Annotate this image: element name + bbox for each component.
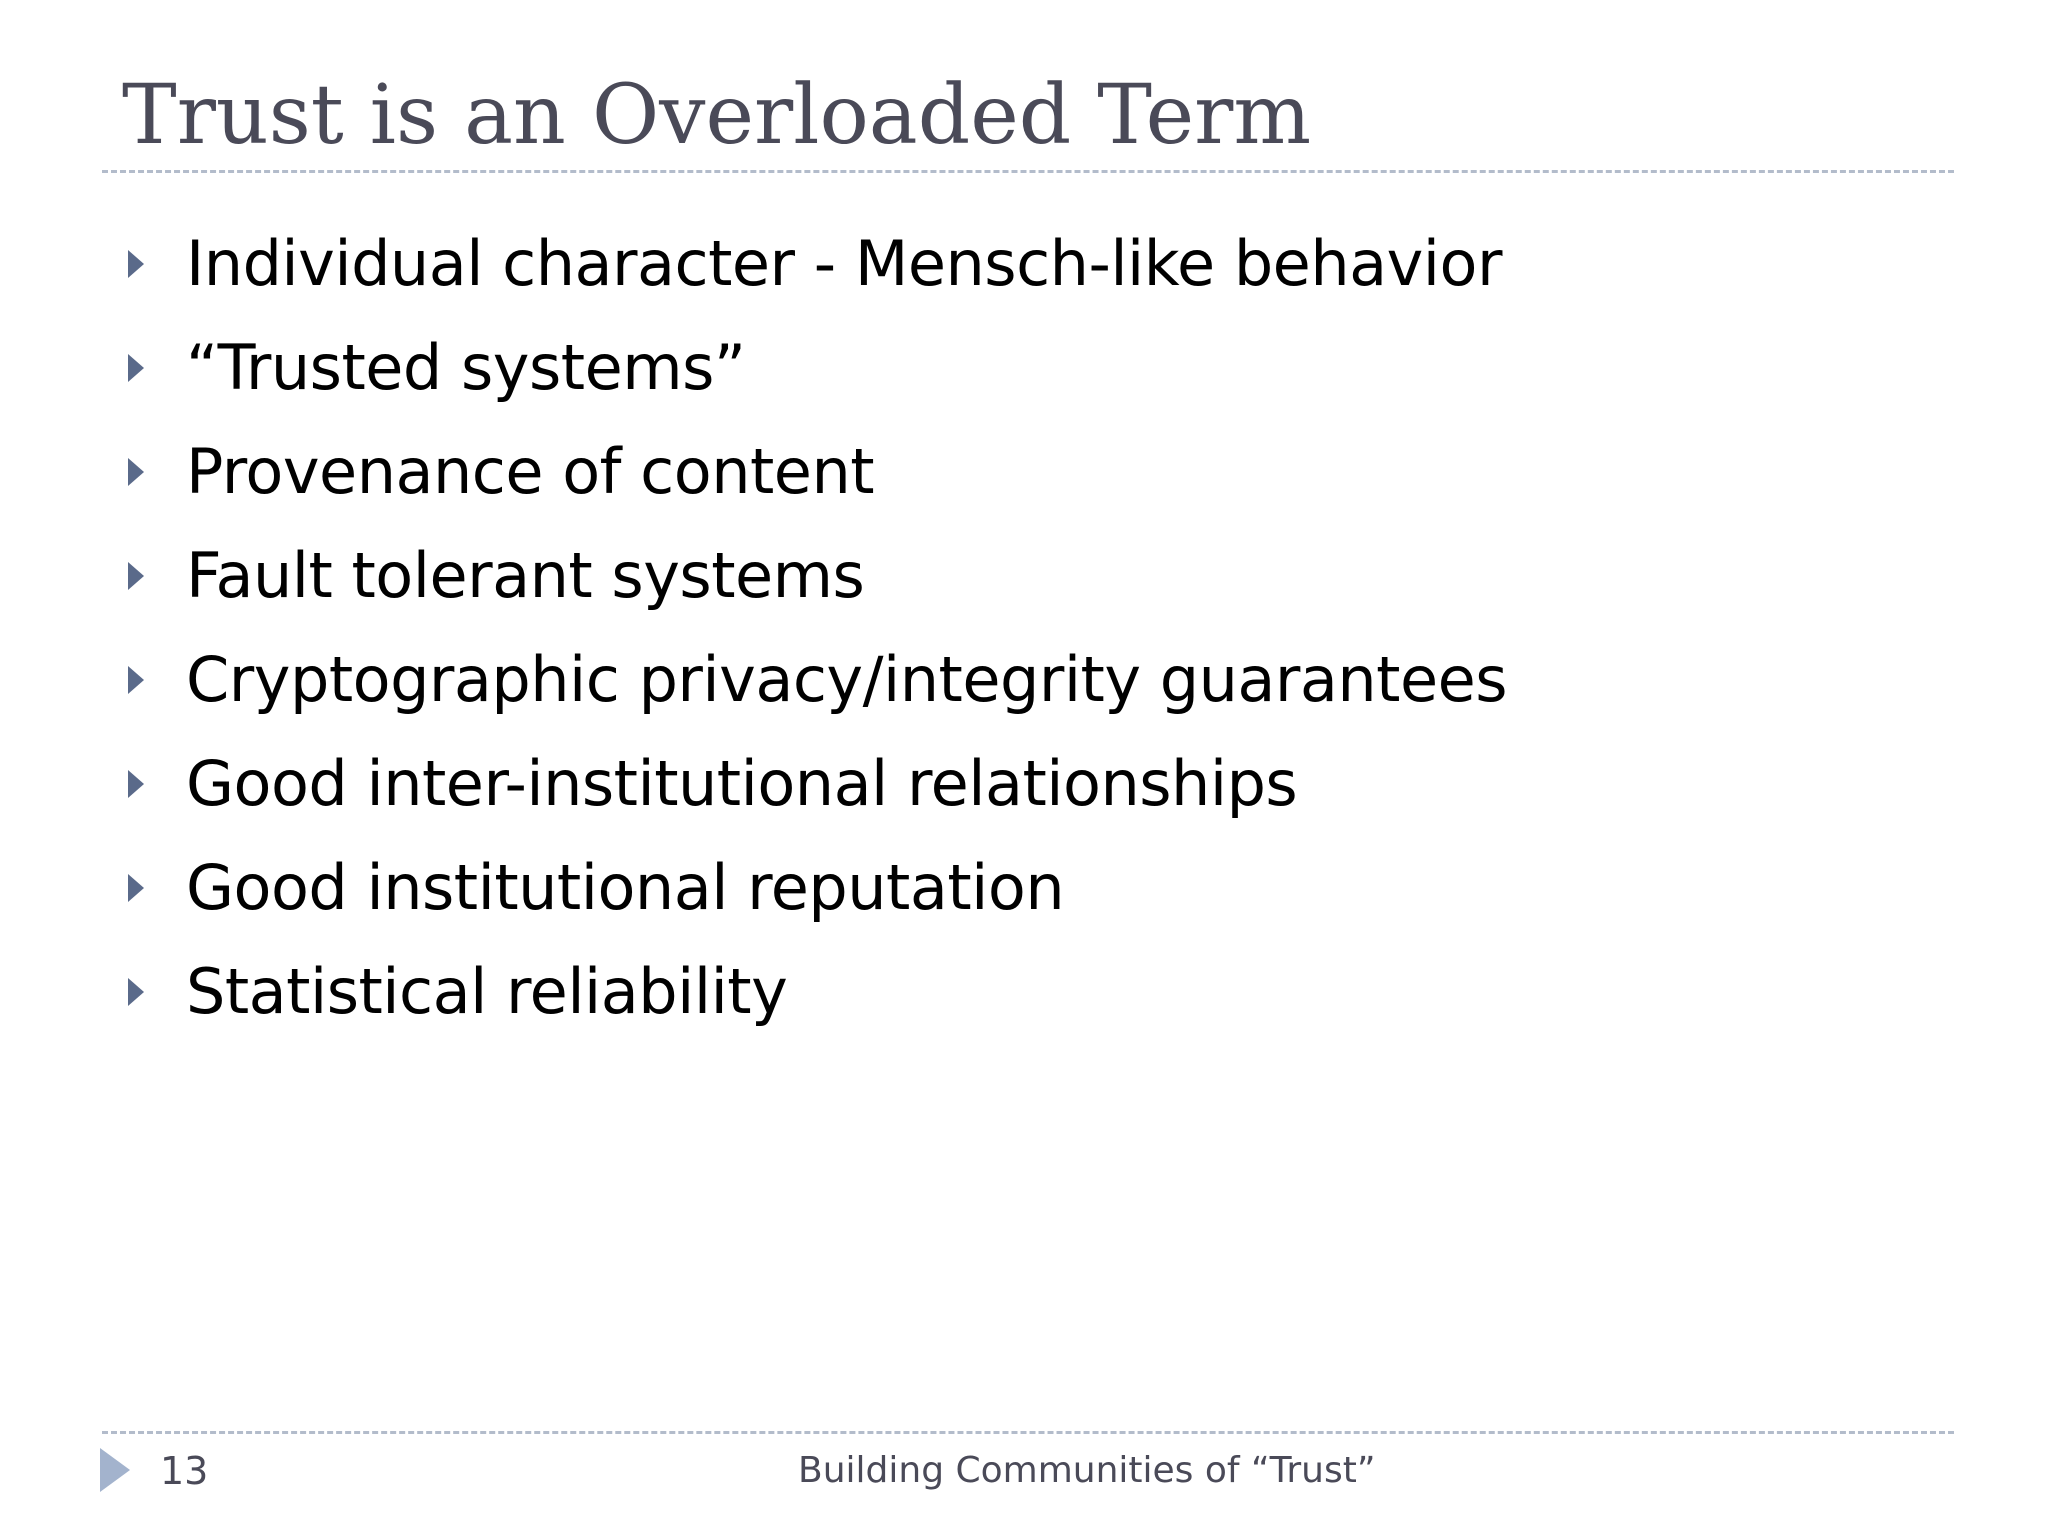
bullet-item — [120, 732, 1507, 836]
bullet-arrow-icon — [128, 458, 144, 486]
bullet-text: Statistical reliability — [186, 955, 788, 1028]
footer-arrow-icon — [100, 1448, 130, 1492]
footer-presentation-title: Building Communities of “Trust” — [798, 1450, 1376, 1491]
bullet-item — [120, 420, 1507, 524]
bullet-item — [120, 212, 1507, 316]
footer-divider — [102, 1431, 1954, 1434]
bullet-arrow-icon — [128, 874, 144, 902]
bullet-arrow-icon — [128, 666, 144, 694]
bullet-arrow-icon — [128, 978, 144, 1006]
bullet-text: “Trusted systems” — [186, 331, 746, 404]
bullet-item — [120, 316, 1507, 420]
page-number: 13 — [160, 1449, 209, 1493]
bullet-arrow-icon — [128, 770, 144, 798]
slide-title: Trust is an Overloaded Term — [122, 68, 1312, 163]
bullet-arrow-icon — [128, 250, 144, 278]
bullet-text: Individual character - Mensch-like behavior — [186, 227, 1502, 300]
bullet-text: Provenance of content — [186, 435, 875, 508]
bullet-text: Good inter-institutional relationships — [186, 747, 1298, 820]
bullet-item — [120, 524, 1507, 628]
bullet-item — [120, 836, 1507, 940]
bullet-item — [120, 628, 1507, 732]
bullet-text: Cryptographic privacy/integrity guarantees — [186, 643, 1508, 716]
bullet-text: Fault tolerant systems — [186, 539, 865, 612]
bullet-text: Good institutional reputation — [186, 851, 1065, 924]
bullet-arrow-icon — [128, 562, 144, 590]
bullet-item — [120, 940, 1507, 1044]
bullet-list — [120, 212, 1507, 1044]
title-divider — [102, 170, 1954, 173]
bullet-arrow-icon — [128, 354, 144, 382]
